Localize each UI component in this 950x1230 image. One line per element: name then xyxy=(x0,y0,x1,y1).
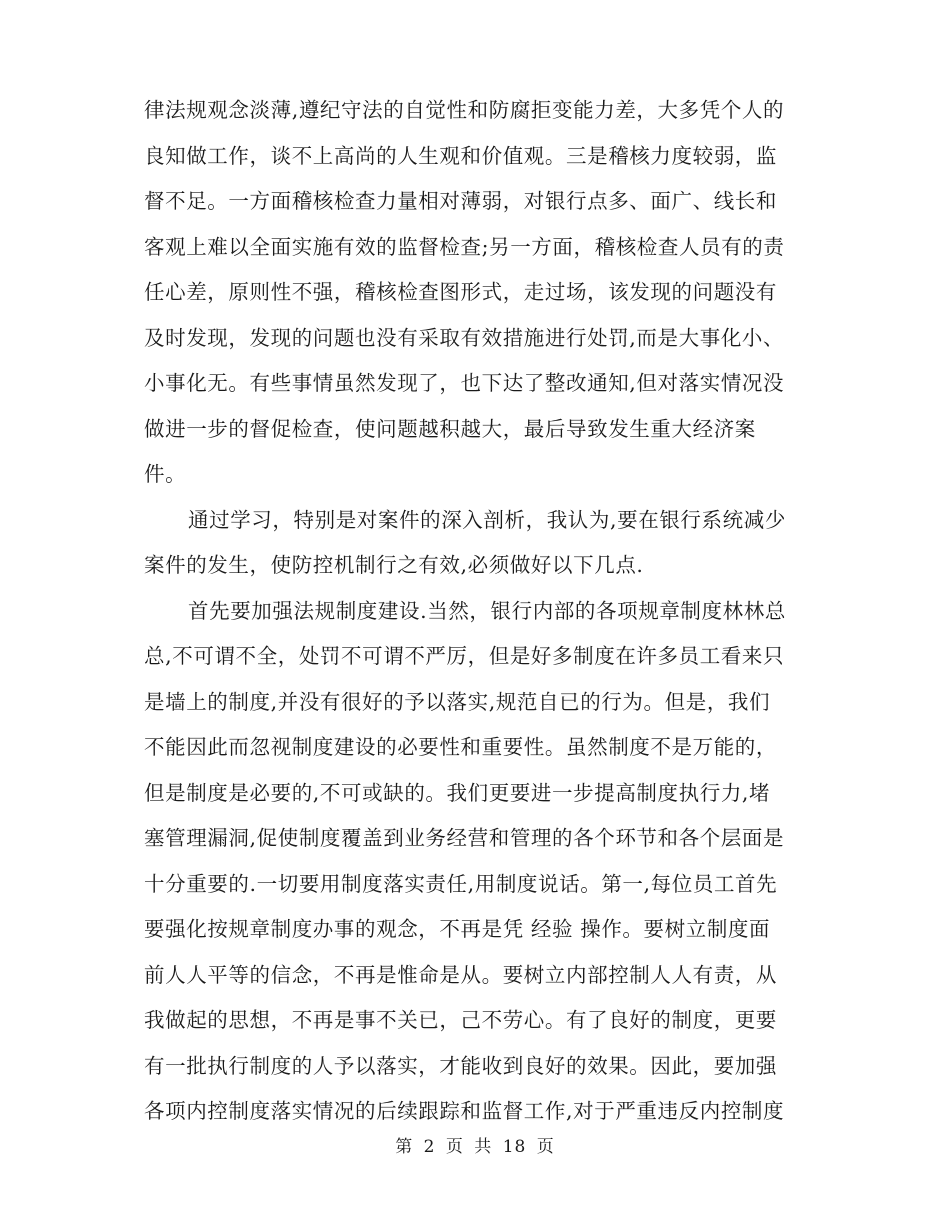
text-line: 前人人平等的信念，不再是惟命是从。要树立内部控制人人有责，从 xyxy=(144,962,777,987)
paragraph-first-line: 首先要加强法规制度建设.当然，银行内部的各项规章制度林林总 xyxy=(188,598,786,623)
footer-total-word: 共 xyxy=(474,1137,493,1157)
text-line: 是墙上的制度,并没有很好的予以落实,规范自已的行为。但是，我们 xyxy=(144,689,771,714)
text-line: 但是制度是必要的,不可或缺的。我们更要进一步提高制度执行力,堵 xyxy=(144,780,771,805)
paragraph-first-line: 通过学习，特别是对案件的深入剖析，我认为,要在银行系统减少 xyxy=(188,507,786,532)
text-line: 客观上难以全面实施有效的监督检查;另一方面，稽核检查人员有的责 xyxy=(144,234,785,259)
text-line: 件。 xyxy=(144,462,187,486)
page-footer xyxy=(0,1132,950,1157)
text-line: 做进一步的督促检查，使问题越积越大，最后导致发生重大经济案 xyxy=(144,416,756,441)
text-line: 十分重要的.一切要用制度落实责任,用制度说话。第一,每位员工首先 xyxy=(144,871,778,896)
text-line: 要强化按规章制度办事的观念，不再是凭 经验 操作。要树立制度面 xyxy=(144,917,771,941)
text-line: 总,不可谓不全，处罚不可谓不严厉，但是好多制度在许多员工看来只 xyxy=(144,644,785,668)
text-line: 案件的发生，使防控机制行之有效,必须做好以下几点. xyxy=(144,553,644,577)
text-line: 不能因此而忽视制度建设的必要性和重要性。虽然制度不是万能的， xyxy=(144,735,777,759)
total-pages-number: 18 xyxy=(502,1137,527,1157)
current-page-number: 2 xyxy=(423,1137,436,1157)
text-line: 我做起的思想，不再是事不关已，己不劳心。有了良好的制度，更要 xyxy=(144,1008,777,1032)
text-line: 塞管理漏洞,促使制度覆盖到业务经营和管理的各个环节和各个层面是 xyxy=(144,826,785,850)
footer-page-word: 页 xyxy=(445,1137,464,1157)
body-text xyxy=(144,88,814,1135)
text-line: 及时发现，发现的问题也没有采取有效措施进行处罚,而是大事化小、 xyxy=(144,325,785,350)
text-line: 督不足。一方面稽核检查力量相对薄弱，对银行点多、面广、线长和 xyxy=(144,189,777,213)
footer-suffix: 页 xyxy=(536,1137,555,1157)
text-line: 律法规观念淡薄,遵纪守法的自觉性和防腐拒变能力差，大多凭个人的 xyxy=(144,98,785,122)
text-line: 小事化无。有些事情虽然发现了，也下达了整改通知,但对落实情况没 xyxy=(144,371,785,395)
text-line: 任心差，原则性不强，稽核检查图形式，走过场，该发现的问题没有 xyxy=(144,280,777,304)
text-line: 有一批执行制度的人予以落实，才能收到良好的效果。因此，要加强 xyxy=(144,1053,777,1078)
text-line: 各项内控制度落实情况的后续跟踪和监督工作,对于严重违反内控制度 xyxy=(144,1099,785,1123)
text-line: 良知做工作，谈不上高尚的人生观和价值观。三是稽核力度较弱，监 xyxy=(144,143,777,168)
footer-prefix: 第 xyxy=(395,1137,414,1157)
